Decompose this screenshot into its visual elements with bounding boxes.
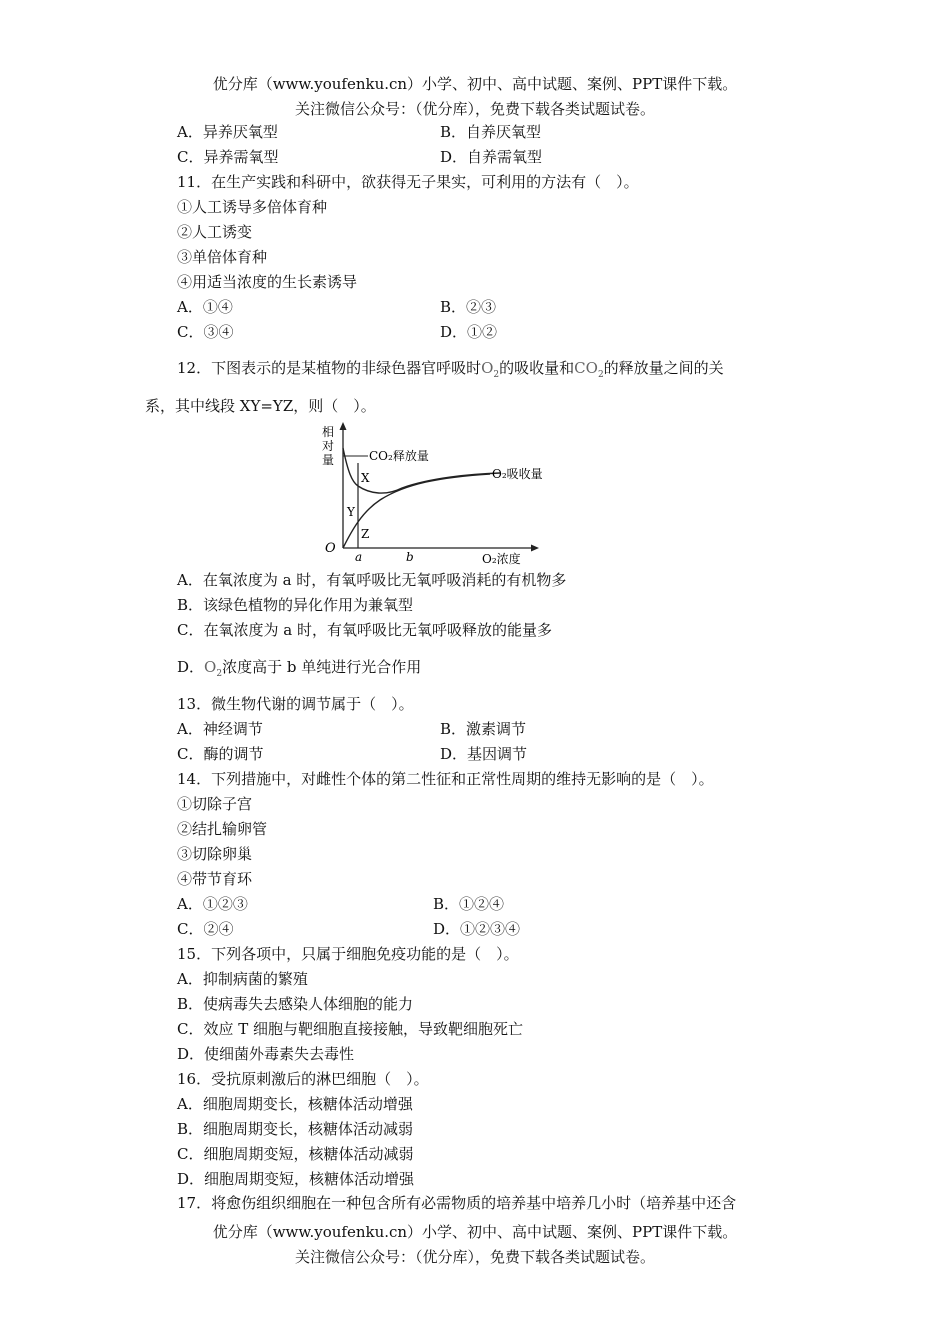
point-x-label: X	[361, 471, 370, 485]
q14-item-4: ④带节育环	[177, 870, 253, 888]
q12-co2-sub: 2	[597, 370, 604, 380]
q12-option-d-o2: O	[204, 658, 217, 676]
point-y-label: Y	[347, 505, 355, 519]
q16-stem: 16．受抗原刺激后的淋巴细胞（ ）。	[177, 1070, 429, 1088]
q11-option-d: D．①②	[440, 323, 498, 341]
q12-option-d-prefix: D．	[177, 658, 205, 676]
q16-option-b: B．细胞周期变长，核糖体活动减弱	[177, 1120, 414, 1138]
q10-option-b: B．自养厌氧型	[440, 123, 542, 141]
q16-option-d: D．细胞周期变短，核糖体活动增强	[177, 1170, 415, 1188]
q14-item-1: ①切除子宫	[177, 795, 253, 813]
footer-line-2: 关注微信公众号：（优分库），免费下载各类试题试卷。	[294, 1248, 655, 1266]
q14-option-c: C．②④	[177, 920, 234, 938]
q14-stem: 14．下列措施中，对雌性个体的第二性征和正常性周期的维持无影响的是（ ）。	[177, 770, 714, 788]
q14-option-a: A．①②③	[177, 895, 248, 913]
q11-item-2: ②人工诱变	[177, 223, 253, 241]
x-axis-arrow	[531, 545, 539, 552]
q12-chart	[310, 420, 550, 565]
y-axis-arrow	[340, 422, 347, 430]
q12-stem-part3: 的释放量之间的关	[603, 359, 724, 377]
q12-option-b: B．该绿色植物的异化作用为兼氧型	[177, 596, 414, 614]
header-line-1: 优分库（www.youfenku.cn）小学、初中、高中试题、案例、PPT课件下载。	[212, 75, 738, 93]
q15-stem: 15．下列各项中，只属于细胞免疫功能的是（ ）。	[177, 945, 519, 963]
q17-stem: 17．将愈伤组织细胞在一种包含所有必需物质的培养基中培养几小时（培养基中还含	[177, 1194, 737, 1212]
q11-option-b: B．②③	[440, 298, 497, 316]
q12-o2: O	[481, 359, 494, 377]
q10-option-c: C．异养需氧型	[177, 148, 279, 166]
q15-option-b: B．使病毒失去感染人体细胞的能力	[177, 995, 414, 1013]
q13-stem: 13．微生物代谢的调节属于（ ）。	[177, 695, 414, 713]
q14-option-d: D．①②③④	[433, 920, 521, 938]
q12-option-c: C．在氧浓度为 a 时，有氧呼吸比无氧呼吸释放的能量多	[177, 621, 552, 639]
q14-item-2: ②结扎输卵管	[177, 820, 268, 838]
x-axis-label: O₂浓度	[482, 552, 521, 565]
point-z-label: Z	[361, 527, 370, 541]
x-tick-a: a	[355, 550, 363, 564]
q14-item-3: ③切除卵巢	[177, 845, 253, 863]
q16-option-c: C．细胞周期变短，核糖体活动减弱	[177, 1145, 414, 1163]
q11-item-3: ③单倍体育种	[177, 248, 268, 266]
q11-stem: 11．在生产实践和科研中，欲获得无子果实，可利用的方法有（ ）。	[177, 173, 639, 191]
x-tick-b: b	[406, 550, 414, 564]
q11-item-4: ④用适当浓度的生长素诱导	[177, 273, 358, 291]
footer-line-1: 优分库（www.youfenku.cn）小学、初中、高中试题、案例、PPT课件下载。	[212, 1223, 738, 1241]
q12-stem-line2: 系，其中线段 XY=YZ，则（ ）。	[145, 397, 376, 415]
q12-o2-sub: 2	[493, 370, 500, 380]
q15-option-a: A．抑制病菌的繁殖	[177, 970, 308, 988]
q10-option-a: A．异养厌氧型	[177, 123, 278, 141]
q13-option-a: A．神经调节	[177, 720, 263, 738]
header-line-2: 关注微信公众号：（优分库），免费下载各类试题试卷。	[294, 100, 655, 118]
q10-option-d: D．自养需氧型	[440, 148, 543, 166]
q12-stem-part2: 的吸收量和	[499, 359, 575, 377]
q12-co2: CO	[574, 359, 598, 377]
q12-option-d-rest: 浓度高于 b 单纯进行光合作用	[222, 658, 422, 676]
q16-option-a: A．细胞周期变长，核糖体活动增强	[177, 1095, 413, 1113]
q13-option-b: B．激素调节	[440, 720, 527, 738]
q12-option-d-o2-sub: 2	[216, 669, 223, 679]
q12-stem-part1: 12．下图表示的是某植物的非绿色器官呼吸时	[177, 359, 482, 377]
o2-curve-label: O₂吸收量	[492, 467, 543, 481]
q11-item-1: ①人工诱导多倍体育种	[177, 198, 328, 216]
q11-option-a: A．①④	[177, 298, 233, 316]
q13-option-d: D．基因调节	[440, 745, 528, 763]
q13-option-c: C．酶的调节	[177, 745, 264, 763]
y-label-char-2: 对	[322, 439, 335, 453]
q12-stem	[177, 358, 724, 381]
q15-option-d: D．使细菌外毒素失去毒性	[177, 1045, 355, 1063]
origin-label: O	[325, 541, 336, 556]
y-label-char-1: 相	[322, 425, 335, 439]
q14-option-b: B．①②④	[433, 895, 505, 913]
q11-option-c: C．③④	[177, 323, 234, 341]
q12-option-d	[177, 657, 421, 680]
y-label-char-3: 量	[322, 453, 335, 467]
co2-curve-label: CO₂释放量	[369, 449, 429, 463]
q12-option-a: A．在氧浓度为 a 时，有氧呼吸比无氧呼吸消耗的有机物多	[177, 571, 567, 589]
q15-option-c: C．效应 T 细胞与靶细胞直接接触，导致靶细胞死亡	[177, 1020, 524, 1038]
